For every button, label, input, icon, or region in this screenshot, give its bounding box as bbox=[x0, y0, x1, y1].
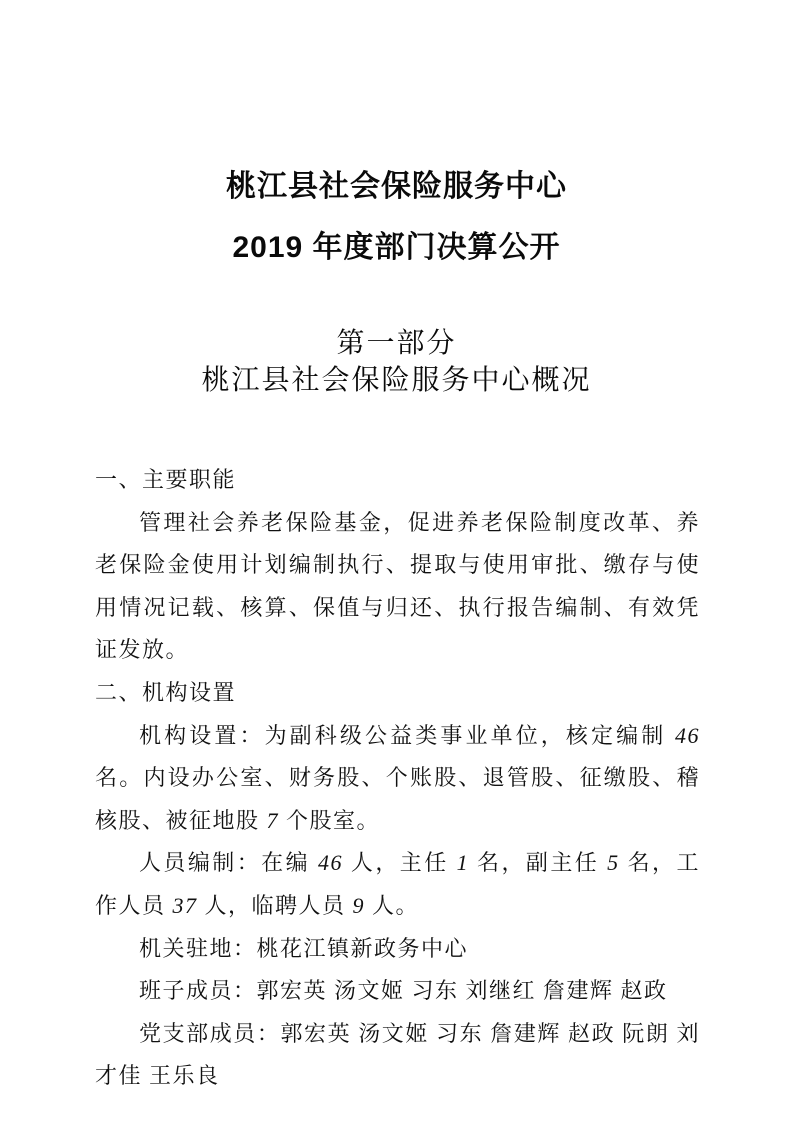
part-heading bbox=[0, 325, 793, 399]
para-office-location: 机关驻地：桃花江镇新政务中心 bbox=[139, 935, 469, 961]
para-leadership-team: 班子成员：郭宏英 汤文姬 习东 刘继红 詹建辉 赵政 bbox=[139, 978, 668, 1004]
para-organization-setup: 机构设置：为副科级公益类事业单位，核定编制 46 名。内设办公室、财务股、个账股、退管股、征缴股、稽核股、被征地股 7 个股室。 bbox=[95, 722, 700, 833]
heading-main-functions: 一、主要职能 bbox=[95, 467, 237, 492]
para-staffing: 人员编制：在编 46 人，主任 1 名，副主任 5 名，工作人员 37 人，临聘人员 9 人。 bbox=[95, 850, 700, 918]
para-main-functions: 管理社会养老保险基金，促进养老保险制度改革、养老保险金使用计划编制执行、提取与使用审批、缴存与使用情况记载、核算、保值与归还、执行报告编制、有效凭证发放。 bbox=[95, 509, 700, 663]
part-heading-title: 桃江县社会保险服务中心概况 bbox=[201, 365, 592, 396]
para-party-branch-members: 党支部成员：郭宏英 汤文姬 习东 詹建辉 赵政 阮朗 刘才佳 王乐良 bbox=[95, 1020, 700, 1089]
document-body bbox=[95, 459, 700, 1098]
part-heading-number: 第一部分 bbox=[336, 328, 457, 359]
heading-organization: 二、机构设置 bbox=[95, 679, 237, 705]
document-title-line2: 2019 年度部门决算公开 bbox=[232, 231, 561, 264]
document-header bbox=[0, 172, 793, 263]
document-title-line1: 桃江县社会保险服务中心 bbox=[226, 170, 567, 203]
